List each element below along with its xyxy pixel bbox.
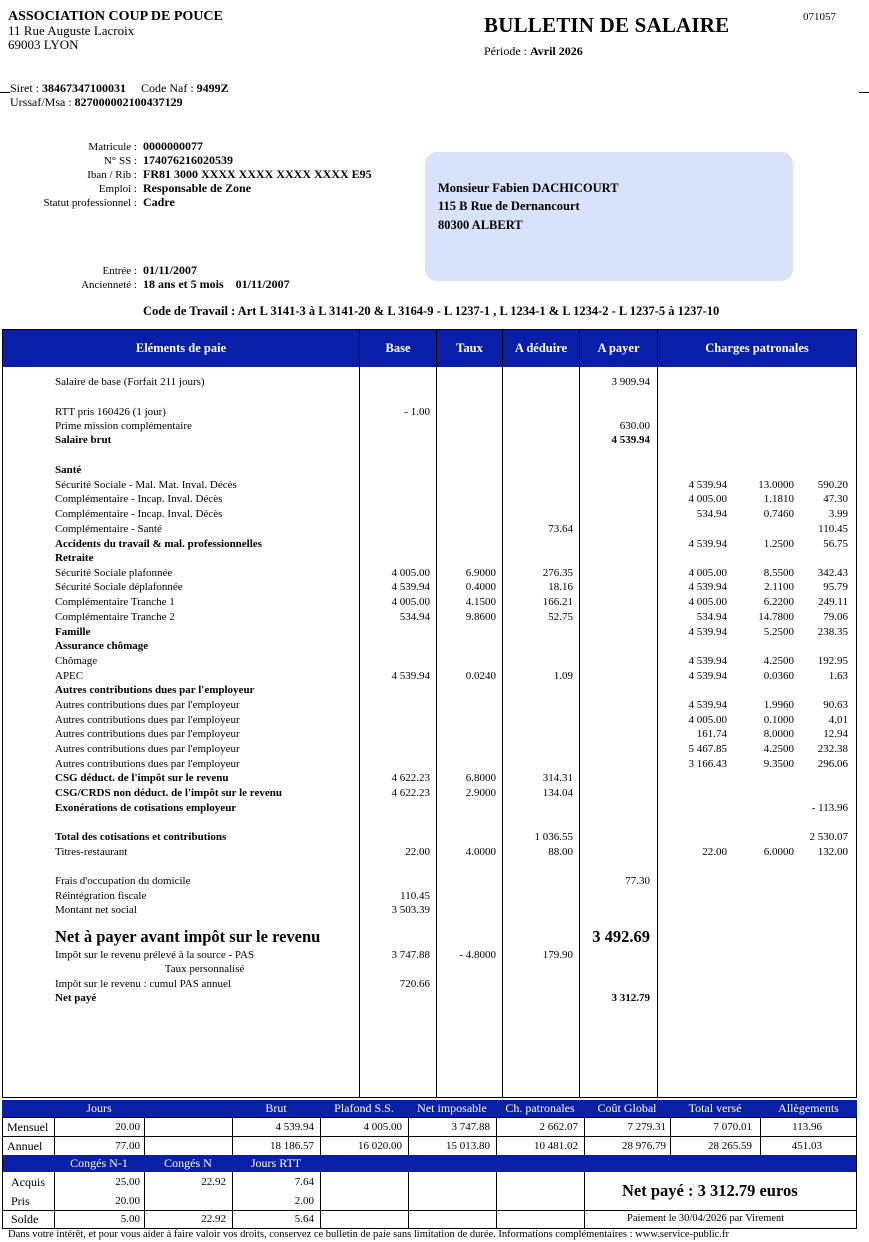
row-label: Accidents du travail & mal. professionnelles <box>55 538 262 550</box>
row-pay: 3 492.69 <box>592 927 650 946</box>
row-ct: 8.0000 <box>763 728 794 740</box>
mensuel-ch-patronales: 2 662.07 <box>539 1121 578 1133</box>
row-base: 4 622.23 <box>391 787 430 799</box>
table-row <box>3 522 856 536</box>
col-line <box>232 1117 233 1155</box>
emploi-value: Responsable de Zone <box>143 181 252 195</box>
net-paye-total: Net payé : 3 312.79 euros <box>622 1181 798 1200</box>
table-row <box>3 830 856 844</box>
row-ded: 73.64 <box>548 523 573 535</box>
row-cm: 47.30 <box>823 493 848 505</box>
summary-header-total-verse: Total versé <box>688 1101 742 1115</box>
pris-rtt: 2.00 <box>294 1195 314 1207</box>
row-cm: 238.35 <box>817 626 848 638</box>
address-line-1: Monsieur Fabien DACHICOURT <box>438 181 619 195</box>
row-label: Autres contributions dues par l'employeur <box>55 699 240 711</box>
document-number: 071057 <box>803 11 836 23</box>
company-name: ASSOCIATION COUP DE POUCE <box>8 9 223 24</box>
acquis-rtt: 7.64 <box>294 1176 314 1188</box>
row-ded: 179.90 <box>542 949 573 961</box>
address-line-2: 115 B Rue de Dernancourt <box>438 199 580 213</box>
row-taux: 4.1500 <box>465 596 496 608</box>
row-label: Total des cotisations et contributions <box>55 831 227 843</box>
work-code: Code de Travail : Art L 3141-3 à L 3141-20 & L 3164-9 - L 1237-1 , L 1234-1 & L 1234-2 - L 1237-5 à 1237-10 <box>143 304 720 318</box>
annuel-cout-global: 28 976.79 <box>622 1140 666 1152</box>
row-ct: 0.7460 <box>763 508 794 520</box>
siret-value: 38467347100031 <box>42 81 126 95</box>
row-ct: 0.1000 <box>763 714 794 726</box>
row-cb: 534.94 <box>696 508 727 520</box>
fold-mark <box>0 92 10 93</box>
annuel-label: Annuel <box>7 1139 43 1153</box>
urssaf-value: 827000002100437129 <box>74 95 183 109</box>
col-line <box>408 1117 409 1155</box>
table-row <box>3 639 856 653</box>
period-label: Période : <box>484 44 530 58</box>
summary-header-cout-global: Coût Global <box>597 1101 657 1115</box>
row-ded: 52.75 <box>548 611 573 623</box>
conges-header-n1: Congés N-1 <box>70 1156 128 1170</box>
row-label: Autres contributions dues par l'employeur <box>55 758 240 770</box>
row-cm: 12.94 <box>823 728 848 740</box>
row-base: 4 539.94 <box>391 670 430 682</box>
col-line <box>496 1117 497 1155</box>
col-line <box>54 1172 55 1228</box>
row-line <box>584 1210 857 1211</box>
row-label: Assurance chômage <box>55 640 149 652</box>
table-row <box>3 874 856 888</box>
row-cb: 5 467.85 <box>688 743 727 755</box>
table-row <box>3 580 856 594</box>
row-label: Complémentaire - Incap. Inval. Décès <box>55 508 223 520</box>
header-payer: A payer <box>597 341 640 355</box>
summary-header-jours: Jours <box>86 1101 112 1115</box>
row-label: Taux personnalisé <box>55 963 245 975</box>
row-label: Autres contributions dues par l'employeur <box>55 743 240 755</box>
row-ct: 6.0000 <box>763 846 794 858</box>
row-ded: 18.16 <box>548 581 573 593</box>
annuel-jours: 77.00 <box>115 1140 140 1152</box>
row-ded: 134.04 <box>542 787 573 799</box>
row-ct: 4.2500 <box>763 655 794 667</box>
row-label: APEC <box>55 670 84 682</box>
row-ct: 2.1100 <box>764 581 794 593</box>
row-ct: 8.5500 <box>763 567 794 579</box>
col-line <box>760 1117 761 1155</box>
row-label: Complémentaire - Incap. Inval. Décès <box>55 493 223 505</box>
table-row <box>3 757 856 771</box>
row-label: Prime mission complémentaire <box>55 420 192 432</box>
row-label: Famille <box>55 626 91 638</box>
row-taux: 4.0000 <box>465 846 496 858</box>
urssaf-line <box>10 95 183 110</box>
row-cm: 132.00 <box>817 846 848 858</box>
table-row <box>3 727 856 741</box>
pris-label: Pris <box>11 1194 30 1208</box>
row-ded: 314.31 <box>542 772 573 784</box>
row-base: 22.00 <box>405 846 430 858</box>
table-row <box>3 845 856 859</box>
table-row <box>3 977 856 991</box>
col-line <box>320 1117 321 1155</box>
table-row <box>3 786 856 800</box>
statut-value: Cadre <box>143 195 175 209</box>
naf-value: 9499Z <box>196 81 229 95</box>
mensuel-plafond: 4 005.00 <box>363 1121 402 1133</box>
row-taux: 0.0240 <box>465 670 496 682</box>
table-row <box>3 595 856 609</box>
table-row <box>3 927 856 946</box>
col-line <box>496 1172 497 1228</box>
header-taux: Taux <box>456 341 483 355</box>
row-cb: 4 539.94 <box>688 670 727 682</box>
row-label: Sécurité Sociale plafonnée <box>55 567 173 579</box>
conges-header-rtt: Jours RTT <box>250 1156 302 1170</box>
entree-label: Entrée : <box>102 265 137 277</box>
row-label: Frais d'occupation du domicile <box>55 875 191 887</box>
row-cm: 342.43 <box>817 567 848 579</box>
table-row <box>3 551 856 565</box>
row-cm: 249.11 <box>818 596 848 608</box>
annuel-allegements: 451.03 <box>791 1140 822 1152</box>
row-label: Réintégration fiscale <box>55 890 147 902</box>
row-cm: 1.63 <box>828 670 848 682</box>
row-cm: 296.06 <box>817 758 848 770</box>
table-header <box>3 330 856 367</box>
row-ct: 1.9960 <box>763 699 794 711</box>
row-base: 4 005.00 <box>391 567 430 579</box>
row-cm: 95.79 <box>823 581 848 593</box>
row-cm: 110.45 <box>818 523 848 535</box>
table-row <box>3 625 856 639</box>
table-row <box>3 478 856 492</box>
row-label: Complémentaire Tranche 2 <box>55 611 175 623</box>
table-row <box>3 654 856 668</box>
annuel-plafond: 16 020.00 <box>358 1140 402 1152</box>
col-line <box>584 1172 585 1228</box>
row-label: Salaire de base (Forfait 211 jours) <box>55 376 205 388</box>
header-elements: Eléments de paie <box>135 341 227 355</box>
table-row <box>3 991 856 1005</box>
pris-n1: 20.00 <box>115 1195 140 1207</box>
summary-header-brut: Brut <box>265 1101 287 1115</box>
col-line <box>408 1172 409 1228</box>
row-taux: 9.8600 <box>465 611 496 623</box>
table-row <box>3 903 856 917</box>
mensuel-cout-global: 7 279.31 <box>627 1121 666 1133</box>
anciennete-label: Ancienneté : <box>81 279 137 291</box>
row-base: 4 005.00 <box>391 596 430 608</box>
row-label: Sécurité Sociale déplafonnée <box>55 581 183 593</box>
row-ct: 6.2200 <box>763 596 794 608</box>
solde-n: 22.92 <box>201 1213 226 1225</box>
acquis-n: 22.92 <box>201 1176 226 1188</box>
table-row <box>3 566 856 580</box>
table-row <box>3 492 856 506</box>
row-label: Autres contributions dues par l'employeur <box>55 714 240 726</box>
annuel-brut: 18 186.57 <box>270 1140 314 1152</box>
row-cb: 4 539.94 <box>688 538 727 550</box>
row-taux: 2.9000 <box>465 787 496 799</box>
table-row <box>3 801 856 815</box>
acquis-n1: 25.00 <box>115 1176 140 1188</box>
row-pay: 4 539.94 <box>611 434 650 446</box>
row-label: Autres contributions dues par l'employeur <box>55 684 255 696</box>
header-charges: Charges patronales <box>705 341 809 355</box>
row-base: 3 747.88 <box>391 949 430 961</box>
naf-label: Code Naf : <box>141 81 197 95</box>
row-cb: 4 539.94 <box>688 699 727 711</box>
row-line <box>2 1136 857 1137</box>
row-label: Net à payer avant impôt sur le revenu <box>55 927 321 946</box>
conges-header-n: Congés N <box>164 1156 212 1170</box>
summary-header-net-imposable: Net imposable <box>417 1101 487 1115</box>
table-row <box>3 683 856 697</box>
table-row <box>3 889 856 903</box>
row-ct: 13.0000 <box>758 479 794 491</box>
row-cm: 90.63 <box>823 699 848 711</box>
row-ded: 88.00 <box>548 846 573 858</box>
row-ct: 9.3500 <box>763 758 794 770</box>
row-ct: 5.2500 <box>763 626 794 638</box>
siret-line <box>10 81 229 96</box>
row-ded: 1.09 <box>553 670 573 682</box>
row-label: Autres contributions dues par l'employeur <box>55 728 240 740</box>
row-base: - 1.00 <box>404 406 430 418</box>
iban-value: FR81 3000 XXXX XXXX XXXX XXXX E95 <box>143 167 372 181</box>
row-label: Complémentaire - Santé <box>55 523 162 535</box>
row-label: CSG déduct. de l'impôt sur le revenu <box>55 772 229 784</box>
row-cb: 4 539.94 <box>688 581 727 593</box>
emploi-label: Emploi : <box>98 183 137 195</box>
table-row <box>3 669 856 683</box>
row-base: 3 503.39 <box>391 904 430 916</box>
row-label: Impôt sur le revenu prélevé à la source - PAS <box>55 949 255 961</box>
row-cb: 4 539.94 <box>688 655 727 667</box>
row-cb: 534.94 <box>696 611 727 623</box>
row-label: Titres-restaurant <box>55 846 128 858</box>
address-line-3: 80300 ALBERT <box>438 218 523 232</box>
row-label: Salaire brut <box>55 434 112 446</box>
row-cb: 4 005.00 <box>688 714 727 726</box>
col-line <box>54 1117 55 1155</box>
row-label: Retraite <box>55 552 94 564</box>
row-cb: 4 539.94 <box>688 626 727 638</box>
header-base: Base <box>385 341 411 355</box>
matricule-label: Matricule : <box>88 141 137 153</box>
col-line <box>670 1117 671 1155</box>
table-row <box>3 771 856 785</box>
row-label: Net payé <box>55 992 97 1004</box>
row-taux: 6.9000 <box>465 567 496 579</box>
row-pay: 77.30 <box>625 875 650 887</box>
ss-value: 174076216020539 <box>143 153 233 167</box>
col-line <box>856 1117 857 1228</box>
table-row <box>3 507 856 521</box>
col-line <box>144 1117 145 1155</box>
row-cm: 4.01 <box>828 714 848 726</box>
table-row <box>3 375 856 389</box>
table-row <box>3 463 856 477</box>
row-pay: 3 312.79 <box>611 992 650 1004</box>
row-cm: 232.38 <box>817 743 848 755</box>
table-row <box>3 433 856 447</box>
row-ded: 276.35 <box>542 567 573 579</box>
header-deduire: A déduire <box>514 341 568 355</box>
row-cm: 192.95 <box>817 655 848 667</box>
col-line <box>320 1172 321 1228</box>
row-taux: - 4.8000 <box>459 949 496 961</box>
table-row <box>3 610 856 624</box>
mensuel-label: Mensuel <box>7 1120 49 1134</box>
company-street: 11 Rue Auguste Lacroix <box>8 23 135 38</box>
row-base: 4 539.94 <box>391 581 430 593</box>
row-cb: 22.00 <box>702 846 727 858</box>
mensuel-allegements: 113.96 <box>792 1121 822 1133</box>
annuel-total-verse: 28 265.59 <box>708 1140 752 1152</box>
row-ct: 0.0360 <box>763 670 794 682</box>
annuel-net-imposable: 15 013.80 <box>446 1140 490 1152</box>
period-value: Avril 2026 <box>530 44 583 58</box>
footer-note: Dans votre intérêt, et pour vous aider à faire valoir vos droits, conservez ce bulletin de paie sans limitation de durée. Informations complémentaires : www.service-public.fr <box>8 1229 729 1240</box>
row-base: 110.45 <box>400 890 430 902</box>
table-row <box>3 419 856 433</box>
row-cb: 4 005.00 <box>688 567 727 579</box>
solde-label: Solde <box>11 1212 39 1226</box>
row-base: 534.94 <box>399 611 430 623</box>
siret-label: Siret : <box>10 81 42 95</box>
summary-header-plafond: Plafond S.S. <box>334 1101 394 1115</box>
row-taux: 6.8000 <box>465 772 496 784</box>
annuel-ch-patronales: 10 481.02 <box>534 1140 578 1152</box>
row-cb: 161.74 <box>696 728 727 740</box>
company-city: 69003 LYON <box>8 37 79 52</box>
payslip-table <box>2 329 857 1098</box>
row-pay: 630.00 <box>619 420 650 432</box>
row-ded: 1 036.55 <box>534 831 573 843</box>
acquis-label: Acquis <box>11 1175 45 1189</box>
table-row <box>3 537 856 551</box>
solde-n1: 5.00 <box>120 1213 140 1225</box>
row-label: Montant net social <box>55 904 137 916</box>
fold-mark <box>859 92 869 93</box>
col-line <box>2 1117 3 1228</box>
row-ct: 4.2500 <box>763 743 794 755</box>
row-label: CSG/CRDS non déduct. de l'impôt sur le revenu <box>55 787 282 799</box>
row-cb: 4 005.00 <box>688 493 727 505</box>
row-ct: 14.7800 <box>758 611 794 623</box>
row-cm: 56.75 <box>823 538 848 550</box>
row-taux: 0.4000 <box>465 581 496 593</box>
statut-label: Statut professionnel : <box>43 197 137 209</box>
col-line <box>232 1172 233 1228</box>
summary-block <box>2 1100 857 1228</box>
row-base: 720.66 <box>399 978 430 990</box>
row-base: 4 622.23 <box>391 772 430 784</box>
entree-value: 01/11/2007 <box>143 263 198 277</box>
row-ct: 1.1810 <box>763 493 794 505</box>
row-label: Exonérations de cotisations employeur <box>55 802 237 814</box>
matricule-value: 0000000077 <box>143 139 203 153</box>
mensuel-brut: 4 539.94 <box>275 1121 314 1133</box>
table-row <box>3 962 856 976</box>
summary-header-allegements: Allègements <box>778 1101 839 1115</box>
address-box <box>425 152 793 281</box>
row-label: RTT pris 160426 (1 jour) <box>55 406 166 418</box>
anciennete-value: 18 ans et 5 mois 01/11/2007 <box>143 277 290 291</box>
row-cm: 79.06 <box>823 611 848 623</box>
row-pay: 3 909.94 <box>611 376 650 388</box>
payment-info: Paiement le 30/04/2026 par Virement <box>627 1213 785 1224</box>
iban-label: Iban / Rib : <box>87 169 137 181</box>
pay-period <box>484 44 583 59</box>
row-label: Chômage <box>55 655 98 667</box>
row-line <box>2 1117 857 1118</box>
row-cm: - 113.96 <box>811 802 848 814</box>
table-row <box>3 948 856 962</box>
ss-label: N° SS : <box>103 155 137 167</box>
mensuel-total-verse: 7 070.01 <box>713 1121 752 1133</box>
row-label: Complémentaire Tranche 1 <box>55 596 175 608</box>
urssaf-label: Urssaf/Msa : <box>10 95 75 109</box>
table-row <box>3 698 856 712</box>
table-row <box>3 742 856 756</box>
summary-header-ch-patronales: Ch. patronales <box>505 1101 575 1115</box>
row-ded: 166.21 <box>542 596 573 608</box>
col-line <box>584 1117 585 1155</box>
table-row <box>3 713 856 727</box>
row-cb: 3 166.43 <box>688 758 727 770</box>
row-cm: 2 530.07 <box>809 831 848 843</box>
row-cm: 590.20 <box>817 479 848 491</box>
row-cb: 4 539.94 <box>688 479 727 491</box>
row-label: Sécurité Sociale - Mal. Mat. Inval. Décès <box>55 479 237 491</box>
row-cb: 4 005.00 <box>688 596 727 608</box>
document-title: BULLETIN DE SALAIRE <box>484 13 730 37</box>
row-ct: 1.2500 <box>763 538 794 550</box>
mensuel-net-imposable: 3 747.88 <box>451 1121 490 1133</box>
col-line <box>144 1172 145 1228</box>
row-label: Santé <box>55 464 82 476</box>
solde-rtt: 5.64 <box>294 1213 314 1225</box>
mensuel-jours: 20.00 <box>115 1121 140 1133</box>
row-label: Impôt sur le revenu : cumul PAS annuel <box>55 978 231 990</box>
row-cm: 3.99 <box>828 508 848 520</box>
table-row <box>3 405 856 419</box>
